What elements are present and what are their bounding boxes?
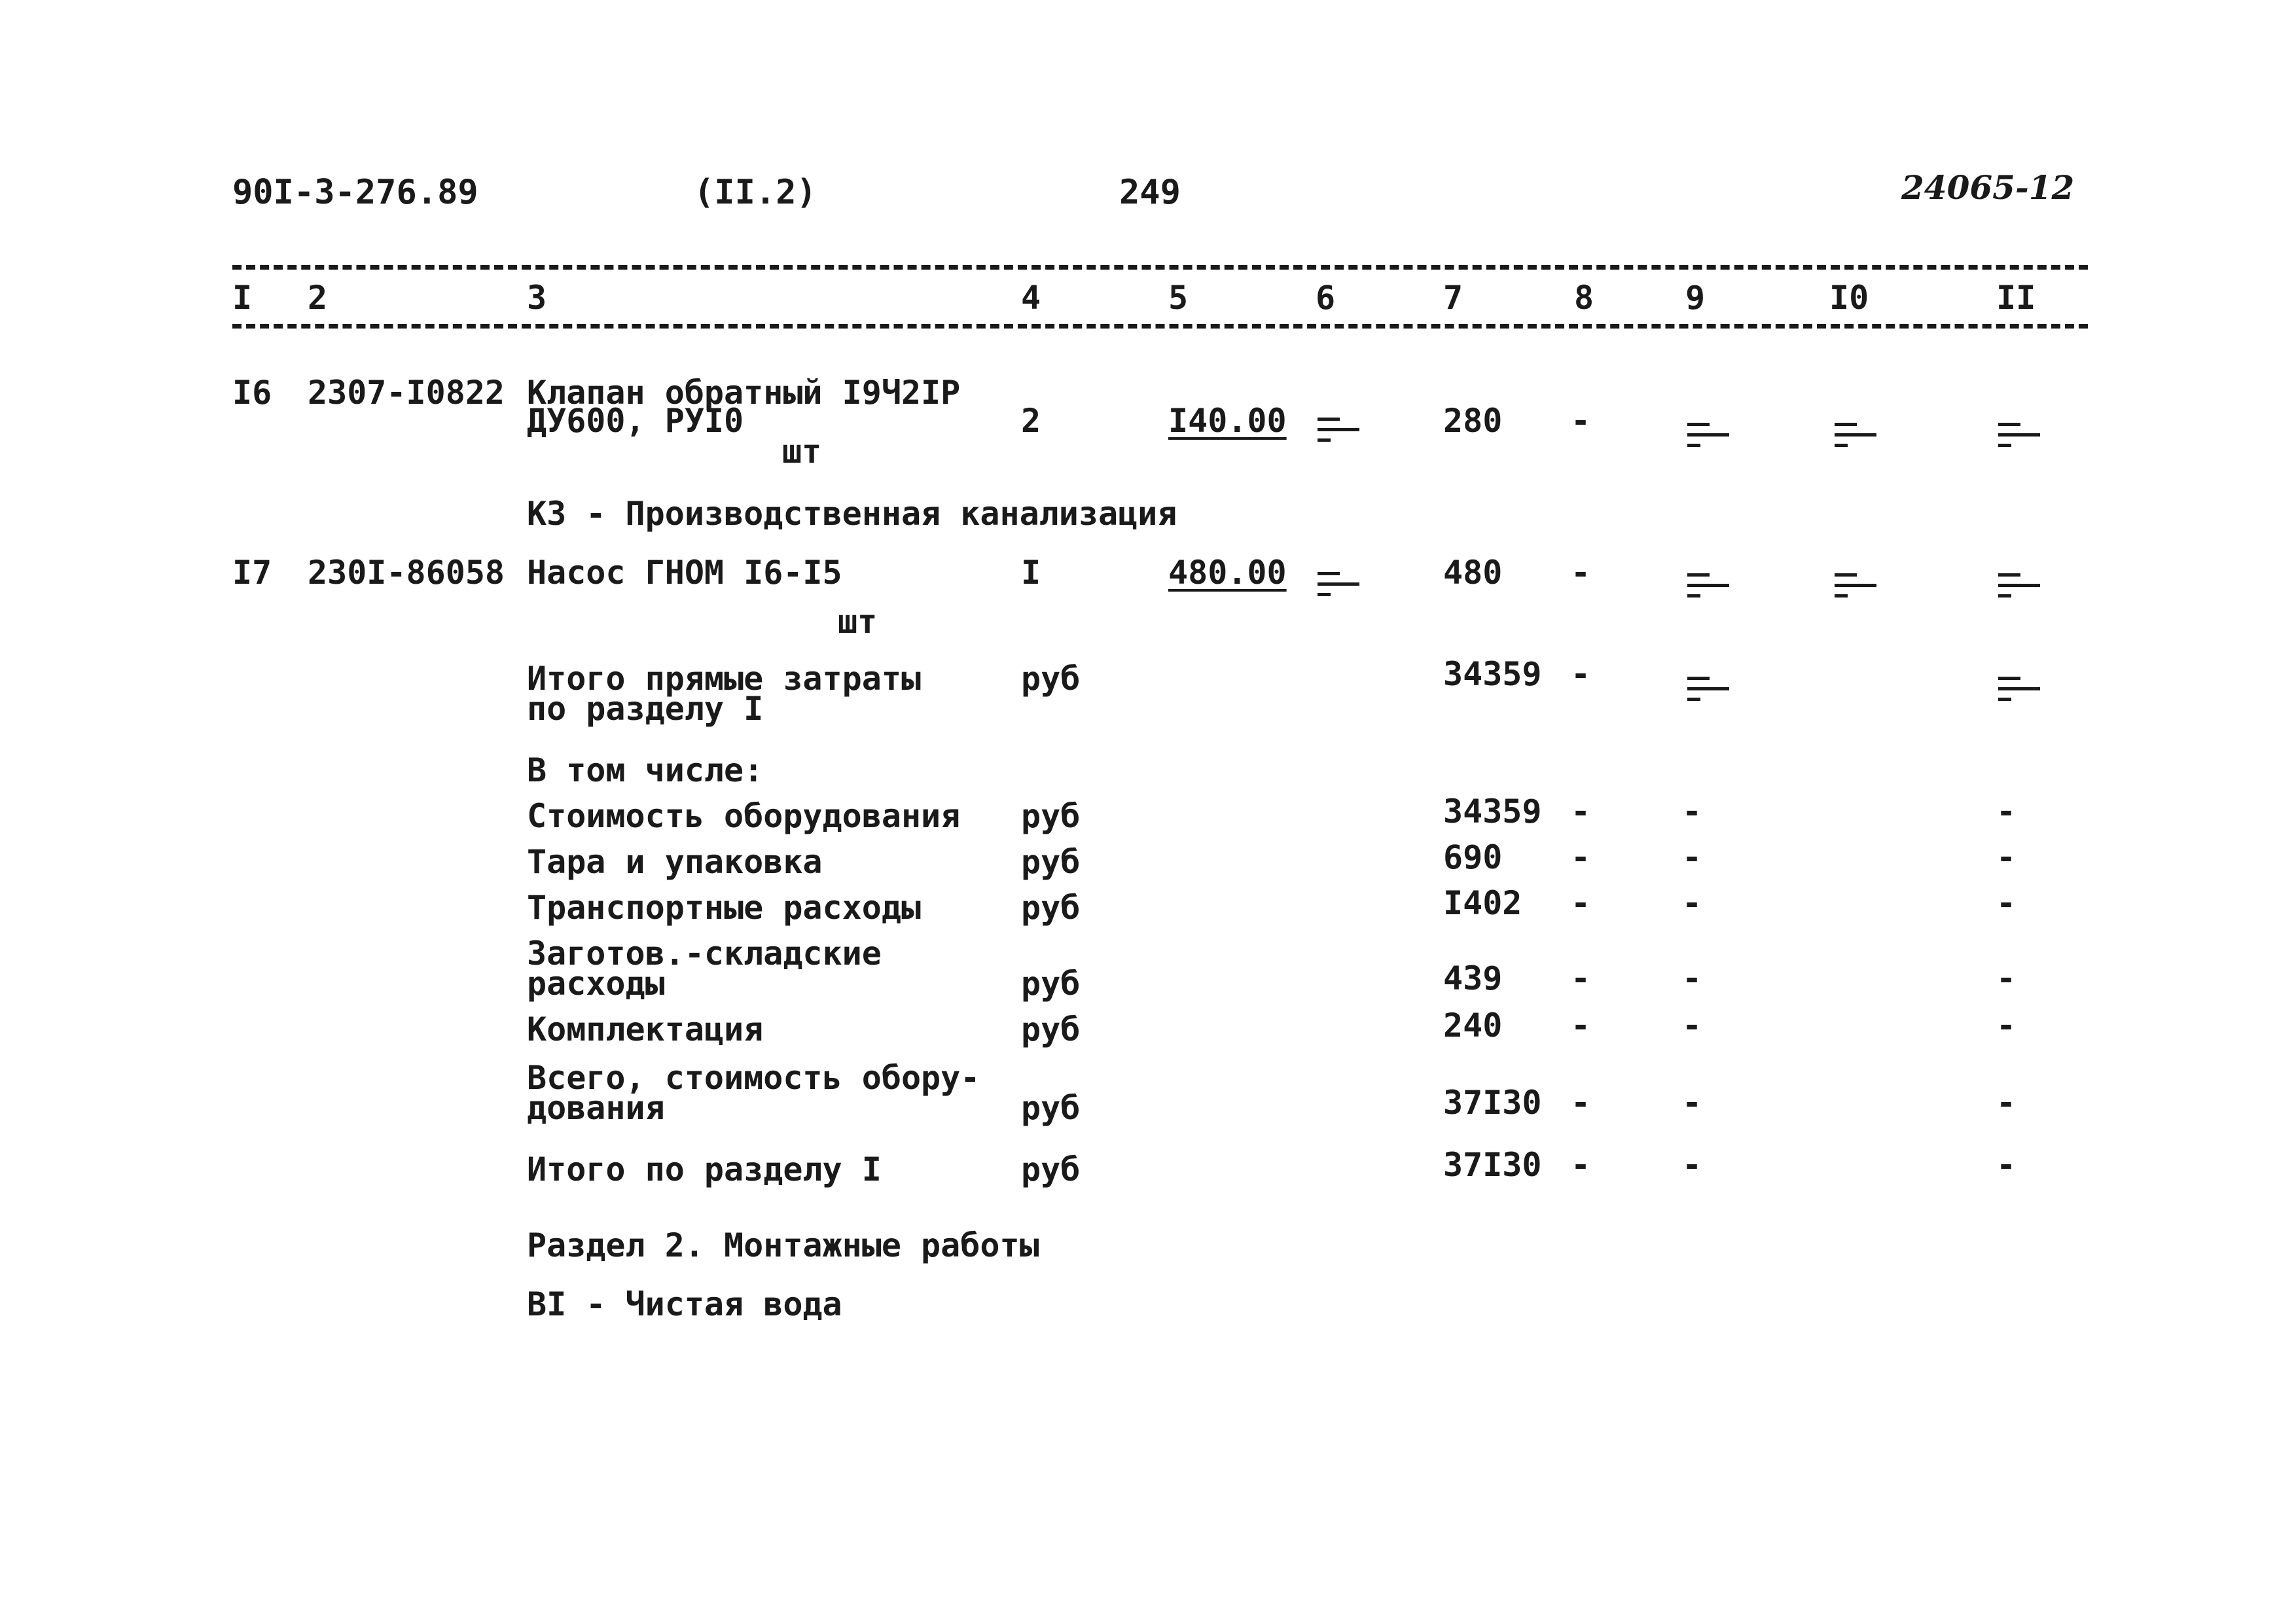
packaging-col11: -: [1996, 838, 2017, 876]
transport-col11: -: [1996, 884, 2017, 922]
row-16-name-line1: Клапан обратный I9Ч2IР: [527, 374, 961, 412]
warehouse-label-line1: Заготов.-складские: [527, 935, 882, 972]
col-header-11: II: [1996, 279, 2036, 317]
warehouse-unit: руб: [1021, 965, 1081, 1003]
section-2-title: Раздел 2. Монтажные работы: [527, 1226, 1039, 1264]
row-16-unit: шт: [782, 433, 822, 471]
packaging-label: Тара и упаковка: [527, 843, 823, 881]
packaging-col9: -: [1682, 838, 1702, 876]
warehouse-col8: -: [1571, 959, 1591, 997]
including-label: В том числе:: [527, 751, 764, 789]
row-16-col11-ditto: [1993, 419, 2039, 445]
transport-col9: -: [1682, 884, 1702, 922]
completion-label: Комплектация: [527, 1010, 764, 1048]
equipment-cost-col11: -: [1996, 793, 2017, 830]
warehouse-col11: -: [1996, 959, 2017, 997]
equipment-cost-col8: -: [1571, 793, 1591, 830]
row-17-col6-ditto: [1312, 568, 1358, 594]
header-bottom-rule: [232, 324, 2088, 329]
row-17-code: 230I-86058: [308, 554, 505, 592]
direct-costs-col11-ditto: [1993, 673, 2039, 699]
row-17-price: 480.00: [1168, 554, 1287, 592]
equipment-cost-col9: -: [1682, 793, 1702, 830]
direct-costs-label-line2: по разделу I: [527, 690, 764, 728]
row-17-unit: шт: [838, 603, 878, 641]
completion-col11: -: [1996, 1007, 2017, 1044]
section-k3-title: К3 - Производственная канализация: [527, 495, 1177, 533]
equipment-cost-label: Стоимость оборудования: [527, 797, 961, 835]
section-reference: (II.2): [694, 173, 817, 212]
row-16-price: I40.00: [1168, 402, 1287, 440]
row-17-total: 480: [1443, 554, 1503, 592]
section-total-col9: -: [1682, 1146, 1702, 1184]
section-total-col8: -: [1571, 1146, 1591, 1184]
equipment-cost-unit: руб: [1021, 797, 1081, 835]
section-total-unit: руб: [1021, 1150, 1081, 1188]
completion-col9: -: [1682, 1007, 1702, 1044]
row-16-col10-ditto: [1829, 419, 1875, 445]
total-equipment-label-line2: дования: [527, 1089, 665, 1127]
packaging-col8: -: [1571, 838, 1591, 876]
col-header-2: 2: [308, 279, 328, 317]
warehouse-col9: -: [1682, 959, 1702, 997]
row-16-col8: -: [1571, 402, 1591, 440]
archive-number: 24065-12: [1901, 168, 2075, 207]
direct-costs-col8: -: [1571, 655, 1591, 693]
total-equipment-label-line1: Всего, стоимость обору-: [527, 1059, 980, 1097]
row-16-number: I6: [232, 374, 272, 412]
warehouse-label-line2: расходы: [527, 965, 665, 1003]
section-total-label: Итого по разделу I: [527, 1150, 882, 1188]
row-16-qty: 2: [1021, 402, 1041, 440]
row-16-col6-ditto: [1312, 414, 1358, 440]
direct-costs-unit: руб: [1021, 660, 1081, 698]
total-equipment-total: 37I30: [1443, 1084, 1542, 1122]
direct-costs-label-line1: Итого прямые затраты: [527, 660, 922, 698]
col-header-8: 8: [1574, 279, 1594, 317]
row-16-code: 2307-I0822: [308, 374, 505, 412]
col-header-7: 7: [1443, 279, 1463, 317]
row-17-name: Насос ГНОМ I6-I5: [527, 554, 842, 592]
row-17-qty: I: [1021, 554, 1041, 592]
equipment-cost-total: 34359: [1443, 793, 1542, 830]
direct-costs-col9-ditto: [1682, 673, 1728, 699]
col-header-6: 6: [1316, 279, 1336, 317]
completion-unit: руб: [1021, 1010, 1081, 1048]
row-17-col9-ditto: [1682, 569, 1728, 596]
col-header-1: I: [232, 279, 253, 317]
row-16-name-line2: ДУ600, РУI0: [527, 402, 744, 440]
warehouse-total: 439: [1443, 959, 1503, 997]
transport-label: Транспортные расходы: [527, 889, 922, 927]
transport-total: I402: [1443, 884, 1522, 922]
row-17-col11-ditto: [1993, 569, 2039, 596]
col-header-10: I0: [1829, 279, 1869, 317]
col-header-3: 3: [527, 279, 547, 317]
total-equipment-col9: -: [1682, 1084, 1702, 1122]
row-16-col9-ditto: [1682, 419, 1728, 445]
total-equipment-col8: -: [1571, 1084, 1591, 1122]
packaging-unit: руб: [1021, 843, 1081, 881]
transport-col8: -: [1571, 884, 1591, 922]
document-code: 90I-3-276.89: [232, 173, 478, 212]
header-top-rule: [232, 265, 2088, 270]
col-header-4: 4: [1021, 279, 1041, 317]
col-header-9: 9: [1685, 279, 1706, 317]
completion-col8: -: [1571, 1007, 1591, 1044]
row-17-col10-ditto: [1829, 569, 1875, 596]
transport-unit: руб: [1021, 889, 1081, 927]
row-16-total: 280: [1443, 402, 1503, 440]
page-number: 249: [1119, 173, 1181, 212]
row-17-col8: -: [1571, 554, 1591, 592]
total-equipment-col11: -: [1996, 1084, 2017, 1122]
completion-total: 240: [1443, 1007, 1503, 1044]
row-17-number: I7: [232, 554, 272, 592]
subsection-b1-title: ВI - Чистая вода: [527, 1285, 842, 1323]
section-total-total: 37I30: [1443, 1146, 1542, 1184]
direct-costs-total: 34359: [1443, 655, 1542, 693]
col-header-5: 5: [1168, 279, 1189, 317]
section-total-col11: -: [1996, 1146, 2017, 1184]
total-equipment-unit: руб: [1021, 1089, 1081, 1127]
packaging-total: 690: [1443, 838, 1503, 876]
